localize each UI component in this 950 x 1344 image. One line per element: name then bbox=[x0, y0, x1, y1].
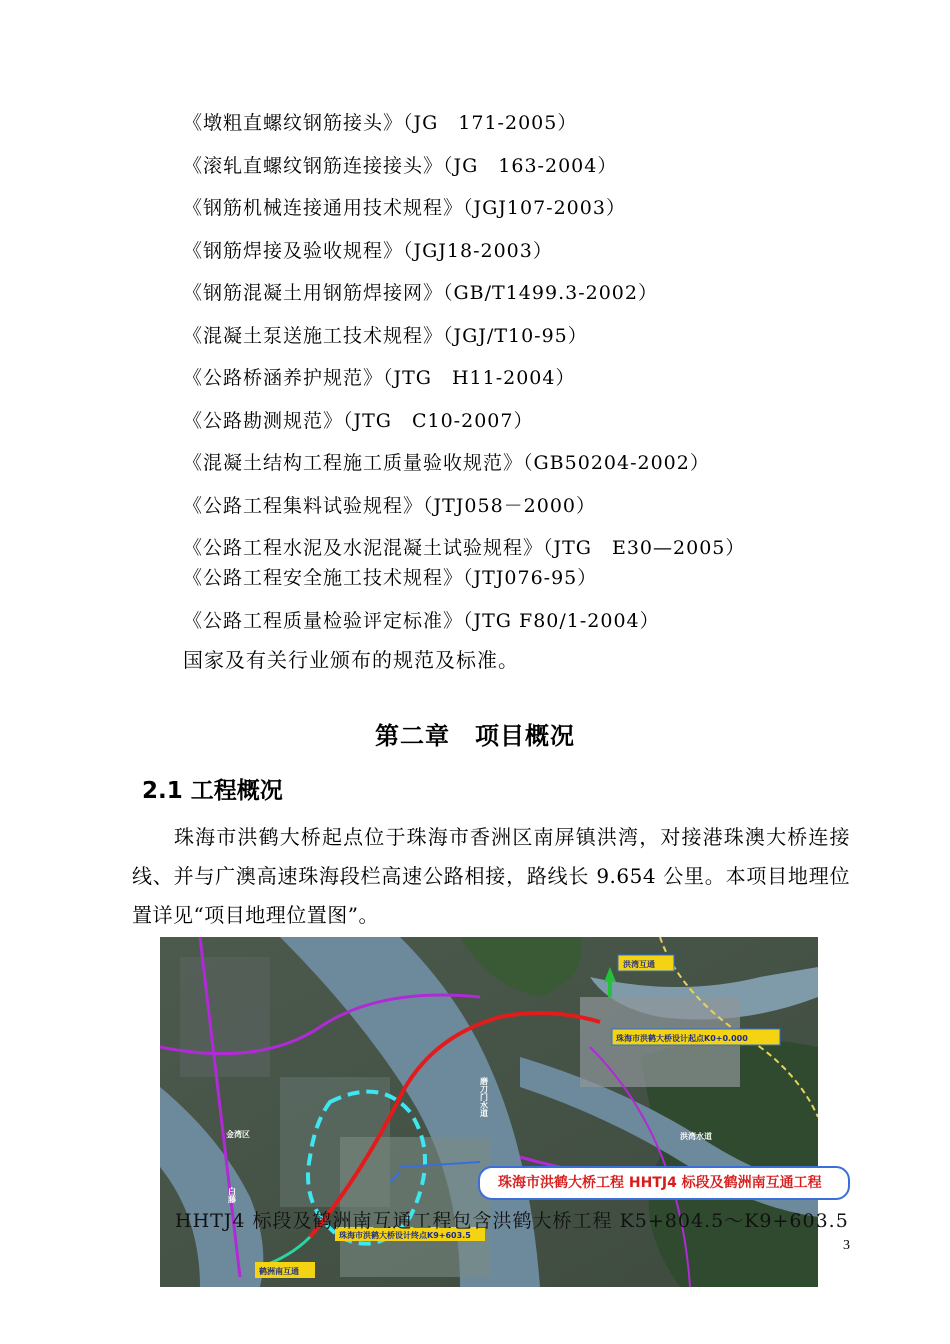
section-title: 2.1 工程概况 bbox=[142, 778, 283, 804]
reference-item: 《公路工程水泥及水泥混凝土试验规程》（JTG E30—2005） bbox=[183, 537, 746, 559]
label-baiteng: 白藤 bbox=[227, 1187, 237, 1203]
page-number: 3 bbox=[843, 1238, 850, 1253]
closing-line: 国家及有关行业颁布的规范及标准。 bbox=[183, 648, 519, 672]
label-interchange-north: 洪湾互通 bbox=[623, 960, 655, 969]
reference-item: 《混凝土泵送施工技术规程》（JGJ/T10-95） bbox=[183, 324, 588, 347]
map-callout: 珠海市洪鹤大桥工程 HHTJ4 标段及鹤洲南互通工程 bbox=[478, 1166, 850, 1200]
satellite-map-image bbox=[160, 937, 818, 1287]
reference-item: 《公路桥涵养护规范》（JTG H11-2004） bbox=[183, 367, 576, 389]
reference-item: 《公路工程安全施工技术规程》（JTJ076-95） bbox=[183, 567, 598, 589]
reference-item: 《钢筋焊接及验收规程》（JGJ18-2003） bbox=[183, 239, 553, 262]
reference-item: 《公路工程集料试验规程》（JTJ058－2000） bbox=[183, 494, 597, 517]
reference-item: 《钢筋机械连接通用技术规程》（JGJ107-2003） bbox=[183, 197, 626, 219]
chapter-title: 第二章 项目概况 bbox=[375, 722, 575, 750]
reference-list bbox=[183, 108, 903, 648]
label-waterway: 磨刀门水道 bbox=[479, 1077, 489, 1117]
section-scope-line: HHTJ4 标段及鹤洲南互通工程包含洪鹤大桥工程 K5+804.5～K9+603.5 bbox=[175, 1210, 849, 1232]
reference-item: 《钢筋混凝土用钢筋焊接网》（GB/T1499.3-2002） bbox=[183, 282, 658, 304]
reference-item: 《公路勘测规范》（JTG C10-2007） bbox=[183, 409, 534, 432]
reference-item: 《滚轧直螺纹钢筋连接接头》（JG 163-2004） bbox=[183, 154, 618, 177]
label-interchange-south: 鹤洲南互通 bbox=[259, 1267, 299, 1276]
reference-item: 《混凝土结构工程施工质量验收规范》（GB50204-2002） bbox=[183, 452, 710, 474]
reference-item: 《墩粗直螺纹钢筋接头》（JG 171-2005） bbox=[183, 112, 578, 134]
project-overview-paragraph: 珠海市洪鹤大桥起点位于珠海市香洲区南屏镇洪湾，对接港珠澳大桥连接线、并与广澳高速珠海段栏高速公路相接，路线长 9.654 公里。本项目地理位置详见“项目地理位置图”。 bbox=[132, 825, 850, 927]
project-location-map bbox=[160, 937, 818, 1287]
label-jinwan: 金湾区 bbox=[226, 1130, 250, 1139]
reference-item: 《公路工程质量检验评定标准》（JTG F80/1-2004） bbox=[183, 609, 660, 632]
label-hongwan-waterway: 洪湾水道 bbox=[680, 1132, 712, 1141]
label-end-point: 珠海市洪鹤大桥设计终点K9+603.5 bbox=[339, 1231, 471, 1240]
label-start-point: 珠海市洪鹤大桥设计起点K0+0.000 bbox=[616, 1034, 748, 1043]
